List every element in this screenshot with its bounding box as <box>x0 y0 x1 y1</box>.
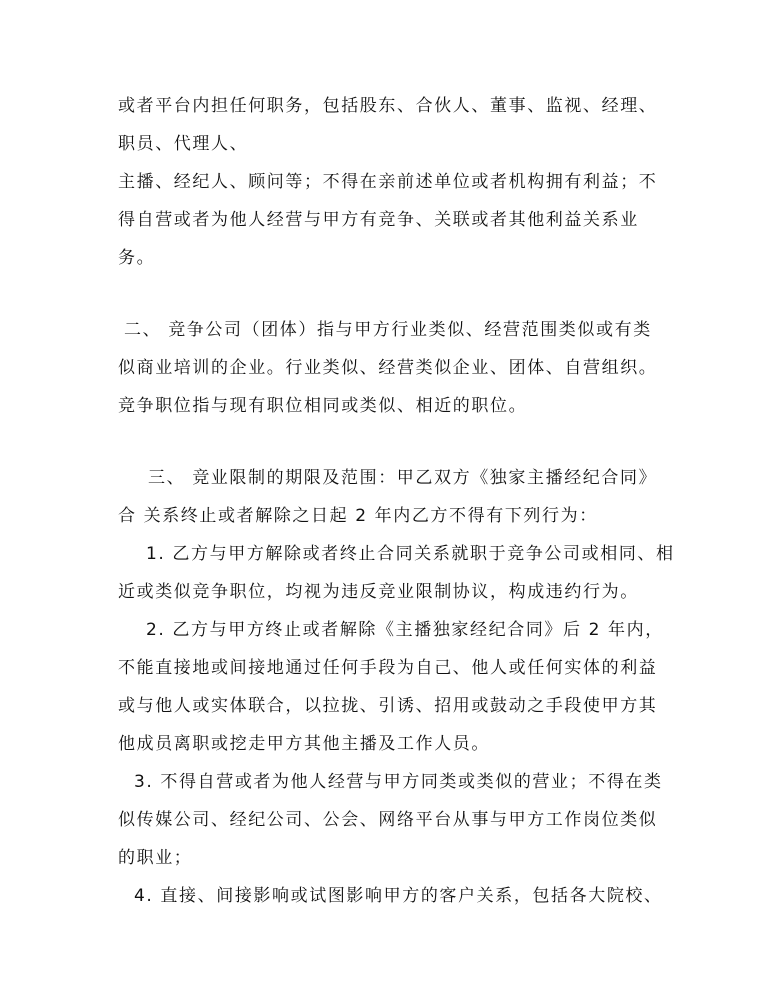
paragraph-line: 主播、经纪人、顾问等；不得在亲前述单位或者机构拥有利益；不 <box>118 172 658 192</box>
paragraph-line: 似商业培训的企业。行业类似、经营类似企业、团体、自营组织。 <box>118 358 658 378</box>
list-item-2: 2. 乙方与甲方终止或者解除《主播独家经纪合同》后 2 年内， <box>146 620 664 640</box>
list-item-1: 1. 乙方与甲方解除或者终止合同关系就职于竞争公司或相同、相 <box>146 544 675 564</box>
paragraph-line: 或与他人或实体联合，以拉拢、引诱、招用或鼓动之手段使甲方其 <box>118 696 658 716</box>
paragraph-line: 职员、代理人、 <box>118 134 249 154</box>
paragraph-line: 近或类似竞争职位，均视为违反竞业限制协议，构成违约行为。 <box>118 582 639 602</box>
paragraph-line: 他成员离职或挖走甲方其他主播及工作人员。 <box>118 734 490 754</box>
list-item-4: 4. 直接、间接影响或试图影响甲方的客户关系，包括各大院校、 <box>134 886 663 906</box>
section-heading-3: 三、 竞业限制的期限及范围：甲乙双方《独家主播经纪合同》 <box>148 468 658 488</box>
paragraph-line: 竞争职位指与现有职位相同或类似、相近的职位。 <box>118 396 528 416</box>
section-heading-2: 二、 竞争公司（团体）指与甲方行业类似、经营范围类似或有类 <box>124 320 652 340</box>
paragraph-line: 的职业； <box>118 848 193 868</box>
paragraph-line: 得自营或者为他人经营与甲方有竞争、关联或者其他利益关系业 <box>118 210 639 230</box>
list-item-3: 3. 不得自营或者为他人经营与甲方同类或类似的营业；不得在类 <box>134 772 663 792</box>
paragraph-line: 或者平台内担任何职务，包括股东、合伙人、董事、监视、经理、 <box>118 96 658 116</box>
paragraph-line: 合 关系终止或者解除之日起 2 年内乙方不得有下列行为： <box>118 506 598 526</box>
paragraph-line: 务。 <box>118 248 156 268</box>
paragraph-line: 不能直接地或间接地通过任何手段为自己、他人或任何实体的利益 <box>118 658 658 678</box>
paragraph-line: 似传媒公司、经纪公司、公会、网络平台从事与甲方工作岗位类似 <box>118 810 658 830</box>
